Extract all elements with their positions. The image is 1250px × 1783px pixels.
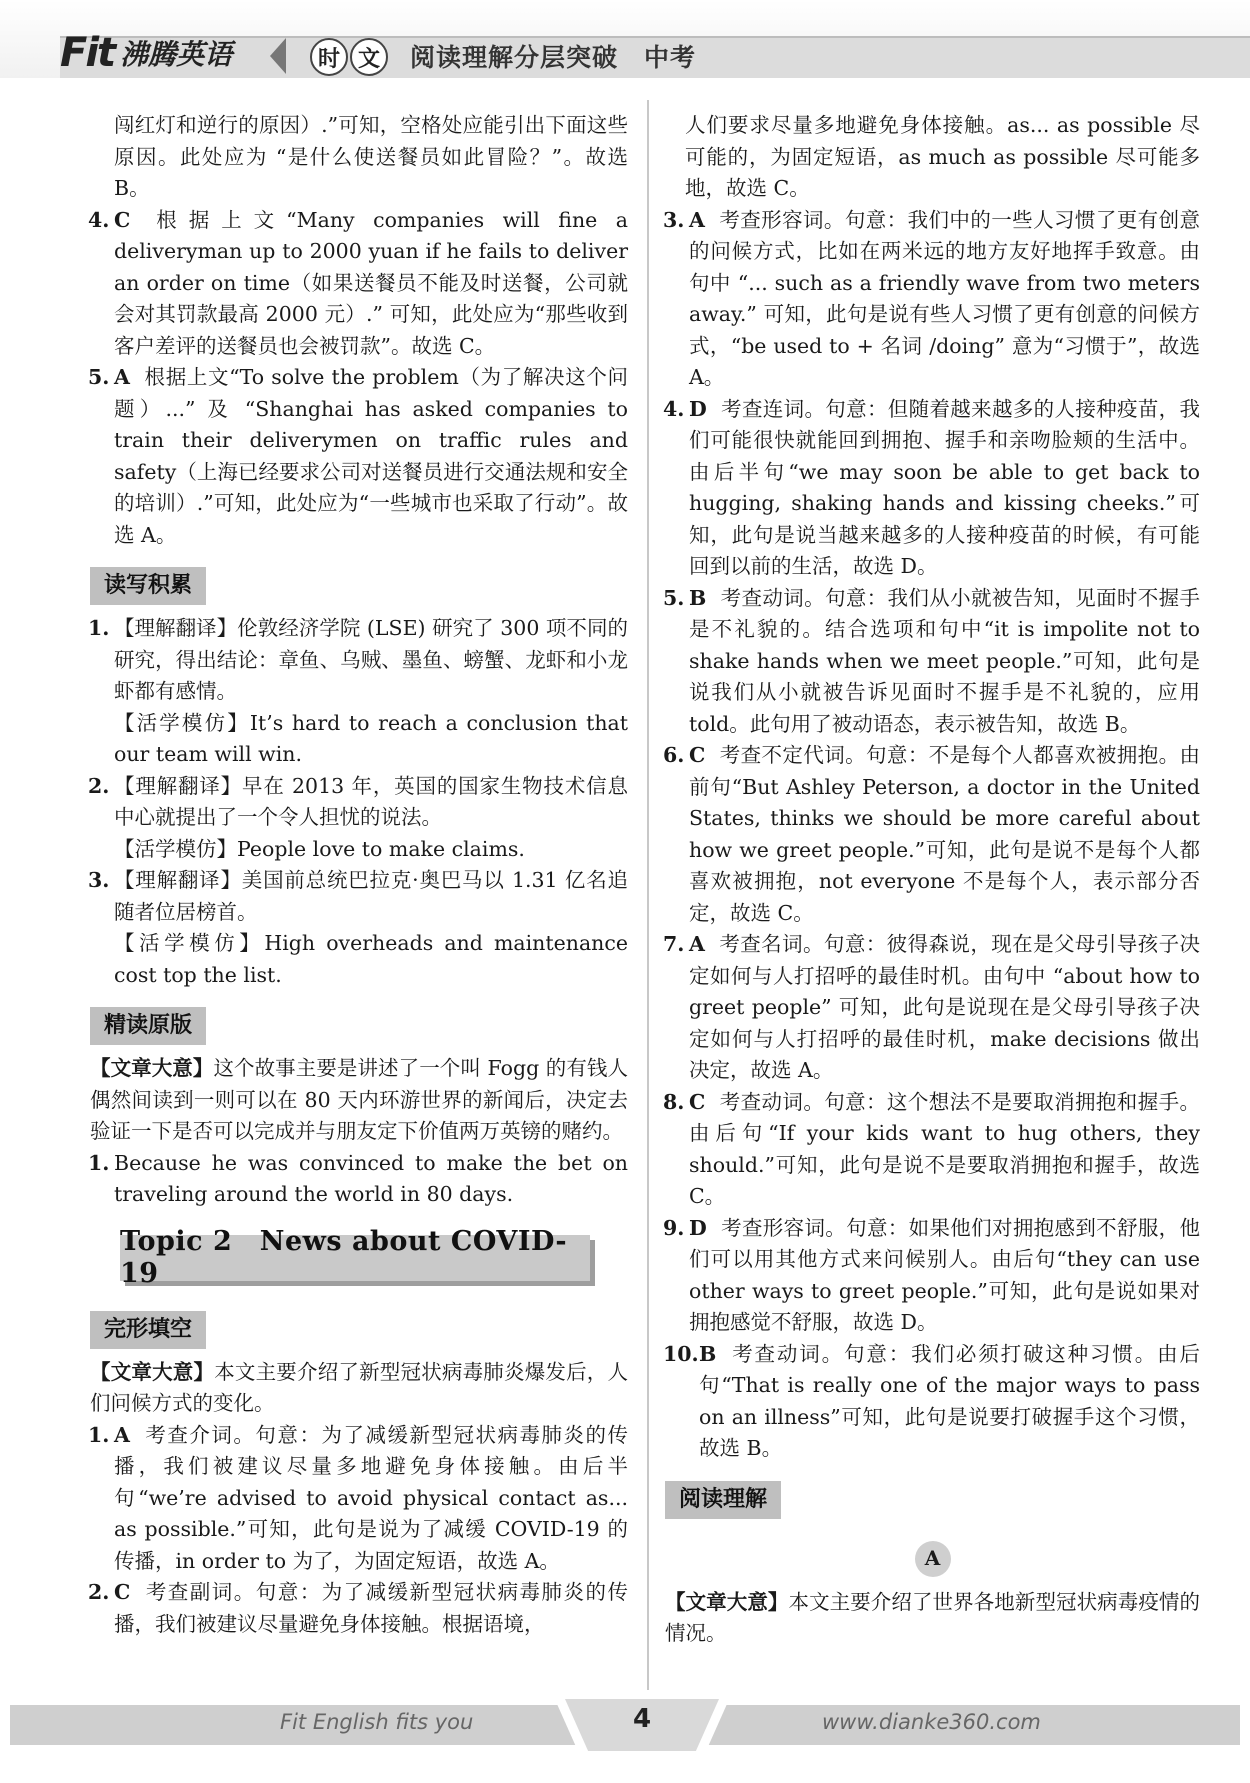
page-number: 4 [632, 1704, 652, 1734]
answer-item [665, 205, 1200, 394]
explanation: 考查动词。句意：我们必须打破这种习惯。由后句“That is really one of the major ways to pass on an illness”可知，此句是说要打破握手这个习惯，故选 B。 [699, 1341, 1200, 1460]
answer-item [665, 929, 1200, 1087]
section-label: 精读原版 [90, 1007, 206, 1045]
section-label: 完形填空 [90, 1311, 206, 1349]
answer-item [90, 1577, 628, 1640]
item-number: 4. [88, 207, 110, 232]
answer-item [665, 1087, 1200, 1213]
item-number: 1. [88, 616, 110, 640]
answer-text: Because he was convinced to make the bet on traveling around the world in 80 days. [114, 1150, 628, 1206]
item-number: 9. [663, 1215, 685, 1240]
answer-item [665, 1213, 1200, 1339]
badge-wen: 文 [350, 38, 388, 76]
column-divider [647, 100, 649, 1690]
explanation: 考查介词。句意：为了减缓新型冠状病毒肺炎的传播，我们被建议尽量多地避免身体接触。由后半句“we’re advised to avoid physical contact as... as possible.”可知，此句是说为了减缓 COVID-19 的传播，in order to 为了，为固定短语，故选 A。 [114, 1422, 628, 1573]
badge-shi: 时 [310, 38, 348, 76]
answer-item [665, 583, 1200, 741]
footer-url: www.dianke360.com [822, 1710, 1041, 1734]
answer-letter: D [689, 1215, 707, 1240]
answer-letter: B [689, 585, 707, 610]
article-summary [665, 1587, 1200, 1650]
article-summary [90, 1053, 628, 1148]
summary-text: 这个故事主要是讲述了一个叫 Fogg 的有钱人偶然间读到一则可以在 80 天内环游世界的新闻后，决定去验证一下是否可以完成并与朋友定下价值两万英镑的赌约。 [90, 1056, 628, 1143]
answer-letter: A [689, 932, 705, 956]
level-label: 中考 [644, 43, 697, 72]
answer-letter: D [689, 396, 707, 421]
reading-item [90, 928, 628, 991]
explanation: 根据上文“Many companies will fine a deliveryman up to 2000 yuan if he fails to deliver an order on time（如果送餐员不能及时送餐，公司就会对其罚款最高 2000 元）.” 可知，此处应为“那些收到客户差评的送餐员也会被罚款”。故选 C。 [114, 207, 628, 358]
left-column [90, 110, 628, 1640]
item-number: 2. [88, 1580, 110, 1604]
item-number: 7. [663, 932, 685, 956]
explanation: 考查形容词。句意：我们中的一些人习惯了更有创意的问候方式，比如在两米远的地方友好地挥手致意。由句中 “... such as a friendly wave from two meters away.” 可知，此句是说有些人习惯了更有创意的问候方式，“be used to + 名词 /doing” 意为“习惯于”，故选 A。 [689, 207, 1200, 389]
reading-item [90, 865, 628, 928]
book-title: 阅读理解分层突破 [410, 43, 619, 72]
passage-marker: A [915, 1541, 951, 1577]
answer-letter: B [699, 1341, 717, 1366]
summary-tag: 【文章大意】 [665, 1589, 789, 1614]
item-number: 5. [663, 585, 685, 610]
answer-letter: C [689, 743, 706, 767]
imitation: 【活学模仿】High overheads and maintenance cost top the list. [114, 931, 628, 987]
item-number: 10. [663, 1341, 699, 1366]
chevron-left-icon [270, 38, 286, 74]
reading-item [90, 771, 628, 834]
explanation: 考查不定代词。句意：不是每个人都喜欢被拥抱。由前句“But Ashley Peterson, a doctor in the United States, thinks we should be more careful about how we greet people.”可知，此句是说不是每个人都喜欢被拥抱，not everyone 不是每个人，表示部分否定，故选 C。 [689, 743, 1200, 925]
explanation: 考查动词。句意：这个想法不是要取消拥抱和握手。由后句“If your kids want to hug others, they should.”可知，此句是说不是要取消拥抱和握手，故选 C。 [689, 1089, 1200, 1208]
answer-item [665, 740, 1200, 929]
answer-item [90, 1420, 628, 1578]
answer-item [90, 205, 628, 363]
summary-text: 本文主要介绍了世界各地新型冠状病毒疫情的情况。 [665, 1589, 1201, 1645]
right-column [665, 110, 1200, 1650]
translation: 【理解翻译】伦敦经济学院 (LSE) 研究了 300 项不同的研究，得出结论：章鱼、乌贼、墨鱼、螃蟹、龙虾和小龙虾都有感情。 [114, 616, 628, 703]
item-number: 1. [88, 1422, 110, 1447]
explanation: 考查副词。句意：为了减缓新型冠状病毒肺炎的传播，我们被建议尽量避免身体接触。根据语境， [114, 1580, 628, 1636]
header-title [410, 38, 696, 74]
item-number: 4. [663, 396, 685, 421]
item-number: 1. [88, 1150, 110, 1175]
imitation: 【活学模仿】People love to make claims. [114, 836, 525, 861]
explanation: 根据上文“To solve the problem（为了解决这个问题）...” 及 “Shanghai has asked companies to train their deliverymen on traffic rules and safety（上海已经要求公司对送餐员进行交通法规和安全的培训）.”可知，此处应为“一些城市也采取了行动”。故选 A。 [114, 365, 628, 547]
explanation: 考查连词。句意：但随着越来越多的人接种疫苗，我们可能很快就能回到拥抱、握手和亲吻脸颊的生活中。由后半句“we may soon be able to get back to hugging, shaking hands and kissing cheeks.”可知，此句是说当越来越多的人接种疫苗的时候，有可能回到以前的生活，故选 D。 [689, 396, 1200, 578]
answer-continuation: 人们要求尽量多地避免身体接触。as... as possible 尽可能的，为固定短语，as much as possible 尽可能多地，故选 C。 [685, 113, 1200, 200]
section-label: 阅读理解 [665, 1481, 781, 1519]
answer-letter: C [114, 207, 131, 232]
answer-item [90, 1148, 628, 1211]
answer-letter: A [689, 207, 705, 232]
logo [60, 30, 270, 76]
translation: 【理解翻译】早在 2013 年，英国的国家生物技术信息中心就提出了一个令人担忧的说法。 [114, 773, 628, 829]
item-number: 3. [88, 868, 110, 892]
item-number: 6. [663, 743, 685, 767]
explanation: 考查形容词。句意：如果他们对拥抱感到不舒服，他们可以用其他方式来问候别人。由后句“they can use other ways to greet people.”可知，此句是说如果对拥抱感觉不舒服，故选 D。 [689, 1215, 1200, 1334]
reading-item [90, 613, 628, 708]
logo-chinese: 沸腾英语 [120, 38, 233, 71]
explanation: 考查名词。句意：彼得森说，现在是父母引导孩子决定如何与人打招呼的最佳时机。由句中 “about how to greet people” 可知，此句是说现在是父母引导孩子决定如何与人打招呼的最佳时机，make decisions 做出决定，故选 A。 [689, 932, 1200, 1082]
explanation: 考查动词。句意：我们从小就被告知，见面时不握手是不礼貌的。结合选项和句中“it is impolite not to shake hands when we meet people.”可知，此句是说我们从小就被告诉见面时不握手是不礼貌的，应用 told。此句用了被动语态，表示被告知，故选 B。 [689, 585, 1200, 736]
logo-fit: Fit [60, 30, 115, 76]
answer-item [665, 394, 1200, 583]
answer-item [90, 362, 628, 551]
answer-letter: C [114, 1580, 131, 1604]
answer-letter: A [114, 1422, 130, 1447]
translation: 【理解翻译】美国前总统巴拉克·奥巴马以 1.31 亿名追随者位居榜首。 [114, 868, 628, 924]
summary-tag: 【文章大意】 [90, 1056, 214, 1080]
answer-continuation: 闯红灯和逆行的原因）.”可知，空格处应能引出下面这些原因。此处应为 “是什么使送餐员如此冒险？”。故选 B。 [114, 113, 628, 200]
topic-banner: Topic 2 News about COVID-19 [120, 1235, 590, 1281]
reading-item [90, 708, 628, 771]
section-label: 读写积累 [90, 567, 206, 605]
item-number: 8. [663, 1089, 685, 1114]
imitation: 【活学模仿】It’s hard to reach a conclusion that our team will win. [114, 710, 628, 766]
item-number: 2. [88, 773, 110, 798]
article-summary [90, 1357, 628, 1420]
item-number: 5. [88, 365, 110, 389]
answer-letter: C [689, 1089, 706, 1114]
answer-item [665, 1339, 1200, 1465]
answer-letter: A [114, 365, 130, 389]
item-number: 3. [663, 207, 685, 232]
footer-slogan: Fit English fits you [280, 1710, 474, 1734]
summary-tag: 【文章大意】 [90, 1359, 215, 1384]
summary-text: 本文主要介绍了新型冠状病毒肺炎爆发后，人们问候方式的变化。 [90, 1359, 629, 1415]
reading-item [90, 834, 628, 866]
